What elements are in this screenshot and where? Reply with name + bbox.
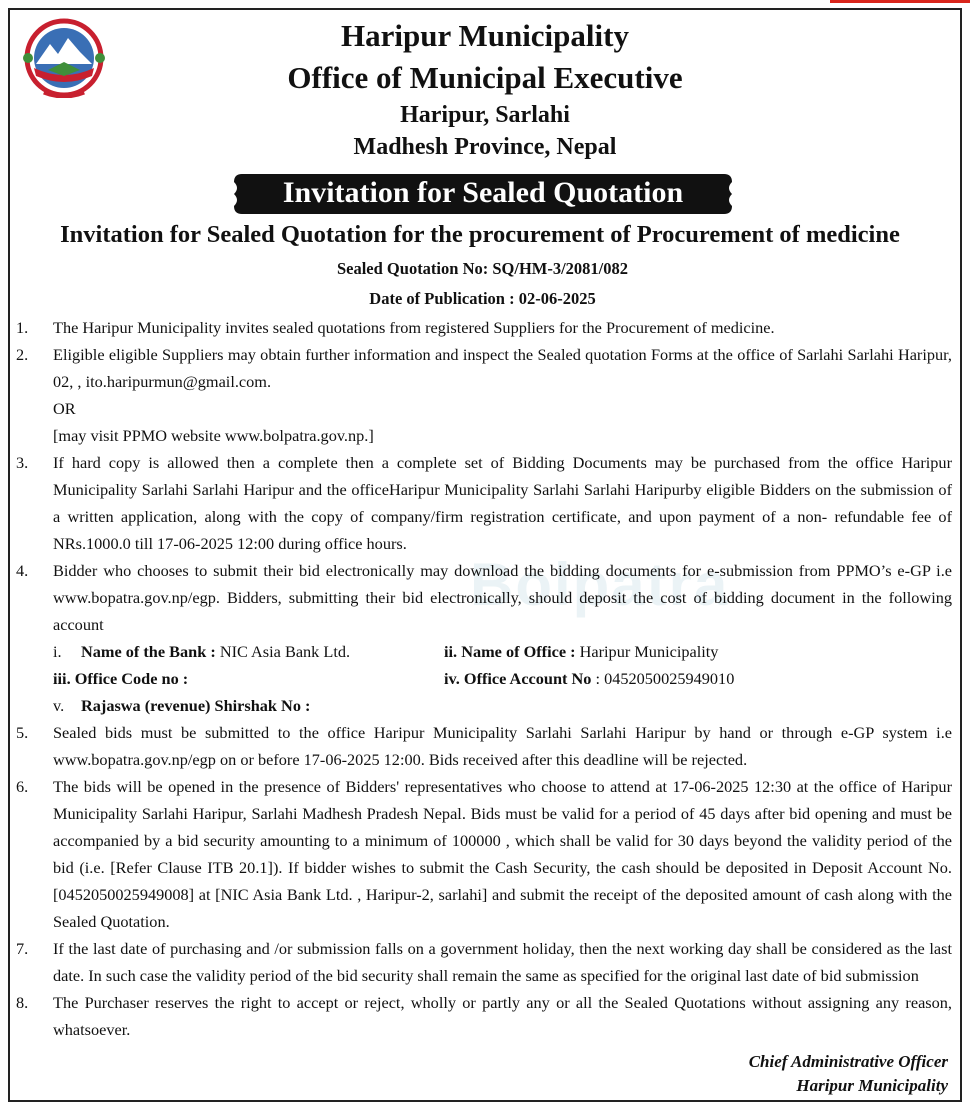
list-item	[16, 314, 952, 341]
item-text: Sealed bids must be submitted to the office Haripur Municipality Sarlahi Sarlahi Haripur by hand or through e-GP system i.e www.bopatra.gov.np/egp on or before 17-06-2025 12:00. Bids received after this deadline will be rejected.	[53, 723, 952, 769]
revenue-label: Rajaswa (revenue) Shirshak No :	[81, 696, 311, 715]
office-account-field	[444, 665, 734, 692]
quotation-number: Sealed Quotation No: SQ/HM-3/2081/082	[336, 259, 629, 278]
bank-name-field	[81, 638, 350, 665]
office-account-label: iv. Office Account No	[444, 669, 592, 688]
list-item	[16, 773, 952, 935]
item-text: Bidder who chooses to submit their bid electronically may download the bidding documents for e-submission from PPMO’s e-GP i.e www.bopatra.gov.np/egp. Bidders, submitting their bid electronically, should deposit the cost of bidding document in the following account	[53, 561, 952, 634]
office-name-field	[444, 638, 718, 665]
bank-row	[53, 665, 952, 692]
list-item	[16, 341, 952, 449]
item-number: 1.	[16, 318, 29, 337]
province-line: Madhesh Province, Nepal	[353, 134, 617, 160]
item-visit-note: [may visit PPMO website www.bolpatra.gov.np.]	[53, 426, 374, 445]
item-number: 5.	[16, 723, 29, 742]
item-number: 7.	[16, 939, 29, 958]
list-item	[16, 935, 952, 989]
bank-row	[53, 692, 952, 719]
item-or: OR	[53, 399, 76, 418]
bank-row	[53, 638, 952, 665]
notice-body	[16, 314, 952, 1043]
item-text-block	[53, 341, 952, 449]
item-text: The Purchaser reserves the right to accept or reject, wholly or partly any or all the Sealed Quotations without assigning any reason, whatsoever.	[53, 993, 952, 1039]
list-item	[16, 719, 952, 773]
item-text-block	[53, 557, 952, 719]
banner-title: Invitation for Sealed Quotation	[282, 176, 684, 209]
office-code-label: iii. Office Code no :	[53, 669, 189, 688]
bank-name-label: Name of the Bank :	[81, 642, 216, 661]
bank-index: i.	[53, 642, 62, 661]
municipality-name: Haripur Municipality	[341, 18, 629, 53]
item-text: The bids will be opened in the presence of Bidders' representatives who choose to attend at 17-06-2025 12:30 at the office of Haripur Municipality Sarlahi Haripur, Sarlahi Madhesh Pradesh Nepal. Bids must be valid for a period of 45 days after bid opening and must be accompanied by a bid security amounting to a minimum of 100000 , which shall be valid for 30 days beyond the validity period of the bid (i.e. [Refer Clause ITB 20.1]). If bidder wishes to submit the Cash Security, the cash should be deposited in Deposit Account No.[0452050025949008] at [NIC Asia Bank Ltd. , Haripur-2, sarlahi] and submit the receipt of the deposited amount of cash along with the Sealed Quotation.	[53, 777, 952, 931]
list-item	[16, 449, 952, 557]
title-banner	[228, 172, 738, 216]
item-number: 3.	[16, 453, 29, 472]
watermark-text: Bolpatra	[470, 551, 730, 618]
notice-subtitle: Invitation for Sealed Quotation for the procurement of Procurement of medicine	[60, 221, 900, 248]
office-name-value: Haripur Municipality	[575, 642, 719, 661]
item-text: If the last date of purchasing and /or submission falls on a government holiday, then the next working day shall be considered as the last date. In such case the validity period of the bid security shall remain the same as specified for the original last date of bid submission	[53, 939, 952, 985]
office-name-label: ii. Name of Office :	[444, 642, 576, 661]
signatory-title: Chief Administrative Officer	[748, 1052, 948, 1071]
list-item	[16, 557, 952, 719]
item-text: If hard copy is allowed then a complete then a complete set of Bidding Documents may be purchased from the office Haripur Municipality Sarlahi Sarlahi Haripur and the officeHaripur Municipality Sarlahi Sarlahi Haripurby eligible Bidders on the submission of a written application, along with the copy of company/firm registration certificate, and upon payment of a non- refundable fee of NRs.1000.0 till 17-06-2025 12:00 during office hours.	[53, 453, 952, 553]
revenue-field	[81, 692, 310, 719]
item-number: 2.	[16, 345, 29, 364]
item-number: 8.	[16, 993, 29, 1012]
top-accent-bar	[830, 0, 970, 3]
office-location: Haripur, Sarlahi	[400, 102, 570, 128]
bank-name-value: NIC Asia Bank Ltd.	[215, 642, 351, 661]
office-account-value: : 0452050025949010	[591, 669, 735, 688]
signatory-org: Haripur Municipality	[796, 1076, 948, 1095]
item-number: 6.	[16, 777, 29, 796]
item-text: Eligible eligible Suppliers may obtain further information and inspect the Sealed quotation Forms at the office of Sarlahi Sarlahi Haripur, 02, , ito.haripurmun@gmail.com.	[53, 345, 952, 391]
publication-date: Date of Publication : 02-06-2025	[369, 289, 596, 308]
office-code-field	[53, 665, 188, 692]
item-text: The Haripur Municipality invites sealed quotations from registered Suppliers for the Procurement of medicine.	[53, 318, 775, 337]
item-number: 4.	[16, 561, 29, 580]
office-name: Office of Municipal Executive	[287, 60, 683, 95]
signature-block	[749, 1050, 948, 1098]
list-item	[16, 989, 952, 1043]
revenue-index: v.	[53, 696, 65, 715]
